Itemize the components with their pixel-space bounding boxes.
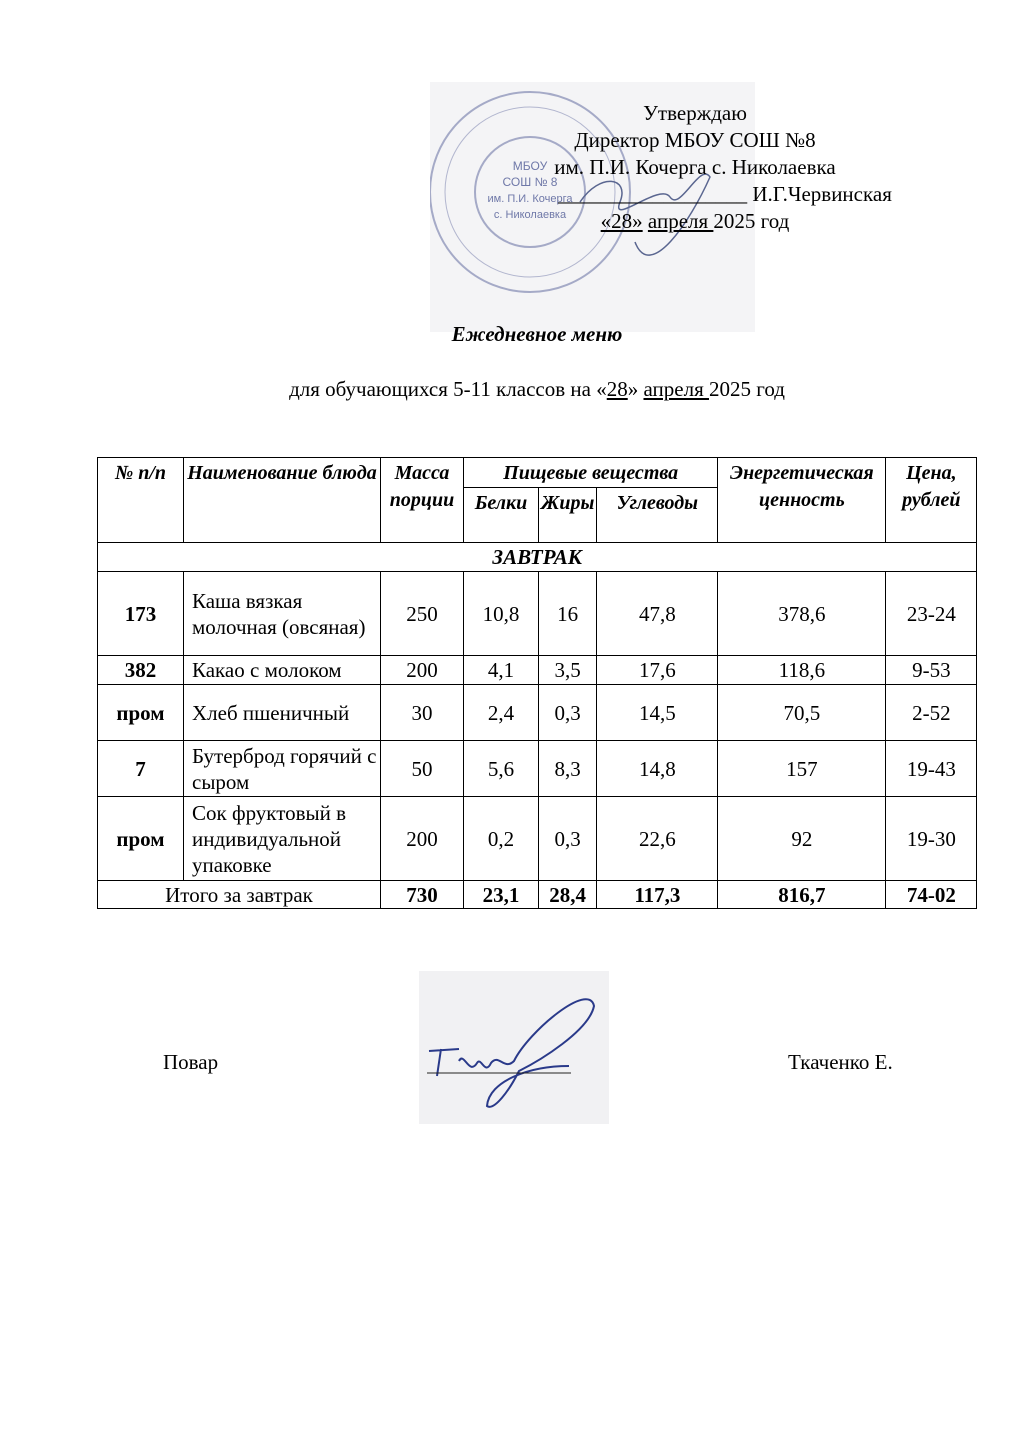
- cell-name: Сок фруктовый в индивидуальной упаковке: [184, 797, 381, 881]
- cell-protein: 10,8: [464, 572, 539, 656]
- table-row: [98, 656, 977, 685]
- cell-fat: 0,3: [539, 685, 597, 741]
- table-row: [98, 797, 977, 881]
- svg-text:МБОУ: МБОУ: [512, 159, 548, 173]
- cell-carbs: 47,8: [597, 572, 718, 656]
- cell-num: 173: [98, 572, 184, 656]
- table-row: [98, 685, 977, 741]
- subtitle-day: 28: [606, 377, 628, 401]
- cell-num: 7: [98, 741, 184, 797]
- signature-icon: [419, 971, 609, 1124]
- cell-price: 9-53: [886, 656, 977, 685]
- approval-heading: Утверждаю: [643, 101, 747, 125]
- subtitle-mid: »: [627, 377, 644, 401]
- cell-fat: 16: [539, 572, 597, 656]
- table-row: [98, 741, 977, 797]
- cell-mass: 50: [381, 741, 464, 797]
- header-energy: Энергетическая ценность: [718, 458, 886, 543]
- cell-energy: 118,6: [718, 656, 886, 685]
- header-fat: Жиры: [539, 488, 597, 543]
- cell-energy: 157: [718, 741, 886, 797]
- cook-name: Ткаченко Е.: [788, 1050, 893, 1074]
- header-nutrients: Пищевые вещества: [464, 458, 718, 488]
- cell-name: Хлеб пшеничный: [184, 685, 381, 741]
- cell-num: пром: [98, 685, 184, 741]
- total-protein: 23,1: [464, 881, 539, 909]
- cell-name: Какао с молоком: [184, 656, 381, 685]
- cell-num: пром: [98, 797, 184, 881]
- cell-carbs: 14,8: [597, 741, 718, 797]
- cell-energy: 378,6: [718, 572, 886, 656]
- total-price: 74-02: [886, 881, 977, 909]
- cell-fat: 0,3: [539, 797, 597, 881]
- cell-carbs: 17,6: [597, 656, 718, 685]
- approval-position: Директор МБОУ СОШ №8: [574, 128, 816, 152]
- menu-table: [97, 457, 977, 909]
- header-num: № п/п: [98, 458, 184, 543]
- subtitle-prefix: для обучающихся 5-11 классов на «: [289, 377, 607, 401]
- header-carbs: Углеводы: [597, 488, 718, 543]
- cell-protein: 0,2: [464, 797, 539, 881]
- cell-mass: 200: [381, 656, 464, 685]
- cell-energy: 92: [718, 797, 886, 881]
- cell-fat: 8,3: [539, 741, 597, 797]
- total-fat: 28,4: [539, 881, 597, 909]
- header-mass: Масса порции: [381, 458, 464, 543]
- cell-protein: 4,1: [464, 656, 539, 685]
- cook-signature: [419, 971, 609, 1124]
- page-subtitle: [0, 377, 1024, 402]
- cell-mass: 200: [381, 797, 464, 881]
- total-label: Итого за завтрак: [98, 881, 381, 909]
- approval-school: им. П.И. Кочерга с. Николаевка: [554, 155, 836, 179]
- cell-mass: 30: [381, 685, 464, 741]
- cell-fat: 3,5: [539, 656, 597, 685]
- cell-price: 19-30: [886, 797, 977, 881]
- svg-text:им. П.И. Кочерга: им. П.И. Кочерга: [487, 193, 573, 205]
- date-day: «28»: [600, 209, 643, 233]
- subtitle-month: апреля: [643, 377, 709, 401]
- subtitle-year: 2025 год: [708, 377, 785, 401]
- page-title: Ежедневное меню: [451, 322, 623, 346]
- table-row: [98, 572, 977, 656]
- cell-protein: 2,4: [464, 685, 539, 741]
- total-energy: 816,7: [718, 881, 886, 909]
- svg-text:с. Николаевка: с. Николаевка: [493, 209, 567, 221]
- cell-price: 23-24: [886, 572, 977, 656]
- cell-mass: 250: [381, 572, 464, 656]
- total-row: [98, 881, 977, 909]
- cell-num: 382: [98, 656, 184, 685]
- date-year: 2025 год: [713, 209, 790, 233]
- director-name: И.Г.Червинская: [752, 182, 892, 206]
- signature-blank: __________________: [558, 182, 748, 206]
- cell-price: 19-43: [886, 741, 977, 797]
- header-protein: Белки: [464, 488, 539, 543]
- header-price: Цена, рублей: [886, 458, 977, 543]
- svg-text:СОШ № 8: СОШ № 8: [502, 175, 558, 189]
- cell-energy: 70,5: [718, 685, 886, 741]
- date-month: апреля: [647, 209, 714, 233]
- approval-block: [480, 100, 910, 235]
- total-mass: 730: [381, 881, 464, 909]
- cell-name: Каша вязкая молочная (овсяная): [184, 572, 381, 656]
- cell-name: Бутерброд горячий с сыром: [184, 741, 381, 797]
- approval-date: [480, 208, 910, 235]
- cell-carbs: 14,5: [597, 685, 718, 741]
- cell-price: 2-52: [886, 685, 977, 741]
- header-name: Наименование блюда: [184, 458, 381, 543]
- cook-label: Повар: [163, 1050, 219, 1074]
- cell-protein: 5,6: [464, 741, 539, 797]
- section-breakfast: ЗАВТРАК: [98, 543, 977, 572]
- approval-signature-line: [480, 181, 910, 208]
- total-carbs: 117,3: [597, 881, 718, 909]
- cell-carbs: 22,6: [597, 797, 718, 881]
